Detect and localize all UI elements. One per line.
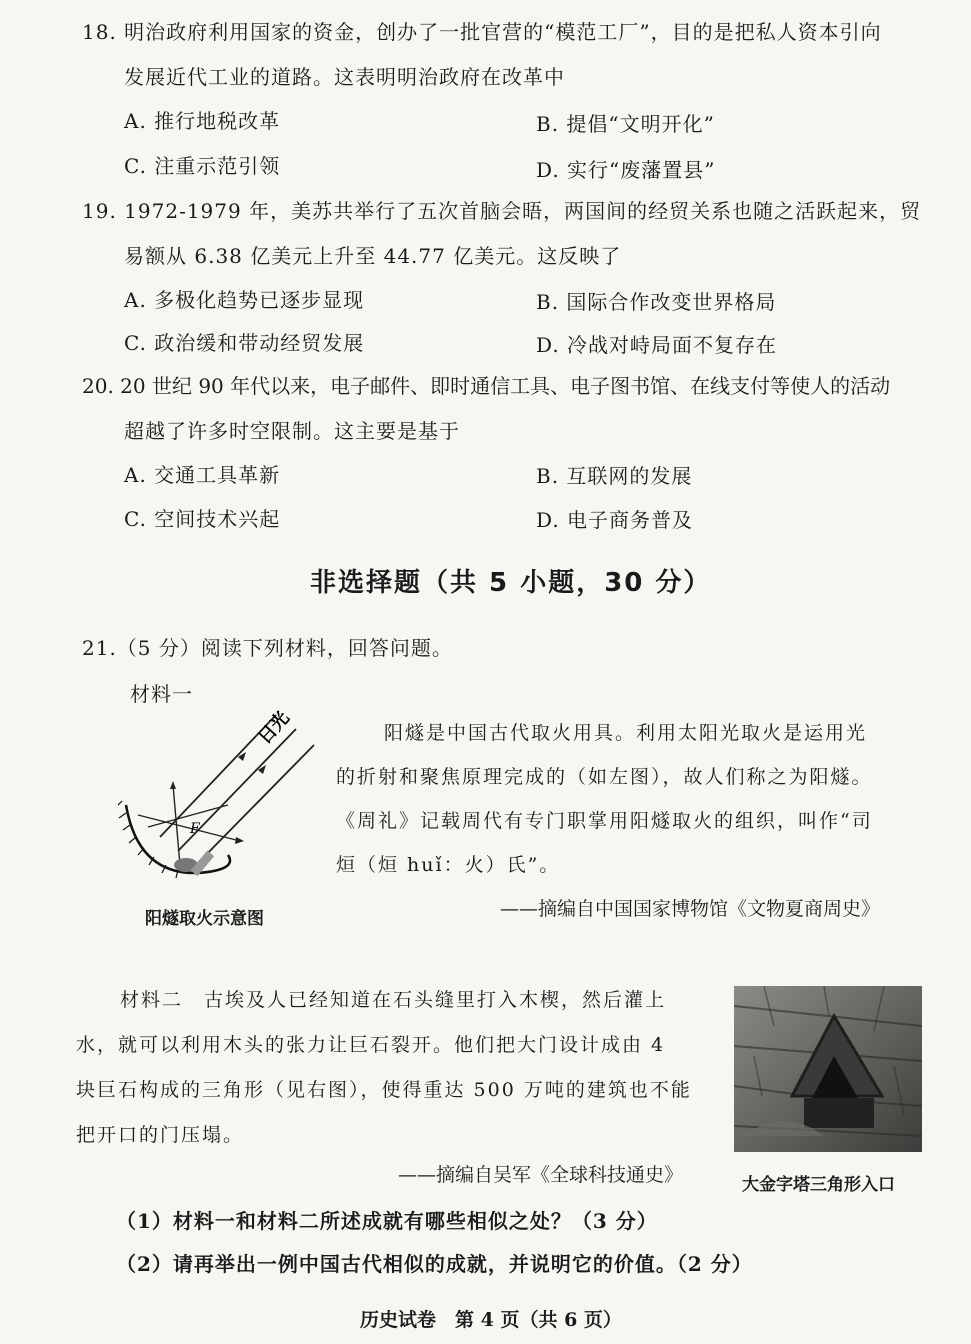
q20-option-c: C. 空间技术兴起 bbox=[124, 507, 281, 531]
diagram-caption: 阳燧取火示意图 bbox=[145, 909, 264, 929]
q19-option-a: A. 多极化趋势已逐步显现 bbox=[124, 288, 365, 312]
material1-line4: 烜（烜 huǐ：火）氏”。 bbox=[336, 854, 561, 876]
page-footer: 历史试卷 第 4 页（共 6 页） bbox=[360, 1309, 622, 1331]
q21-sub2: （2）请再举出一例中国古代相似的成就，并说明它的价值。（2 分） bbox=[116, 1252, 753, 1276]
q20-option-d: D. 电子商务普及 bbox=[536, 508, 694, 532]
q18-option-a: A. 推行地税改革 bbox=[124, 109, 281, 133]
material1-line3: 《周礼》记载周代有专门职掌用阳燧取火的组织，叫作“司 bbox=[336, 810, 873, 832]
q18-stem-line1: 18. 明治政府利用国家的资金，创办了一批官营的“模范工厂”，目的是把私人资本引向 bbox=[82, 20, 882, 44]
q21-title: 21.（5 分）阅读下列材料，回答问题。 bbox=[82, 636, 453, 660]
photo-caption: 大金字塔三角形入口 bbox=[742, 1175, 895, 1195]
q18-option-d: D. 实行“废藩置县” bbox=[536, 158, 716, 182]
material1-source: ——摘编自中国国家博物馆《文物夏商周史》 bbox=[500, 898, 881, 920]
q18-option-c: C. 注重示范引领 bbox=[124, 154, 281, 178]
q20-stem-line1: 20. 20 世纪 90 年代以来，电子邮件、即时通信工具、电子图书馆、在线支付等使人的活动 bbox=[82, 374, 891, 398]
q18-option-b: B. 提倡“文明开化” bbox=[536, 112, 715, 136]
sun-label: 日光 bbox=[254, 707, 294, 749]
material2-line2: 水，就可以利用木头的张力让巨石裂开。他们把大门设计成由 4 bbox=[76, 1034, 666, 1056]
q18-stem-line2: 发展近代工业的道路。这表明明治政府在改革中 bbox=[124, 65, 565, 89]
q19-option-d: D. 冷战对峙局面不复存在 bbox=[536, 333, 778, 357]
material2-line1: 材料二 古埃及人已经知道在石头缝里打入木楔，然后灌上 bbox=[120, 989, 667, 1011]
q20-stem-line2: 超越了许多时空限制。这主要是基于 bbox=[124, 419, 460, 443]
q19-stem-line1: 19. 1972-1979 年，美苏共举行了五次首脑会晤，两国间的经贸关系也随之活跃起来，贸 bbox=[82, 199, 922, 223]
material2-line3: 块巨石构成的三角形（见右图），使得重达 500 万吨的建筑也不能 bbox=[76, 1079, 692, 1101]
q19-option-c: C. 政治缓和带动经贸发展 bbox=[124, 331, 365, 355]
q21-sub1: （1）材料一和材料二所述成就有哪些相似之处？（3 分） bbox=[116, 1209, 658, 1233]
material1-label: 材料一 bbox=[130, 682, 193, 706]
q19-stem-line2: 易额从 6.38 亿美元上升至 44.77 亿美元。这反映了 bbox=[124, 244, 622, 268]
yangsui-diagram bbox=[118, 705, 318, 885]
material1-line1: 阳燧是中国古代取火用具。利用太阳光取火是运用光 bbox=[384, 722, 868, 744]
material1-line2: 的折射和聚焦原理完成的（如左图），故人们称之为阳燧。 bbox=[336, 766, 873, 788]
material2-source: ——摘编自吴军《全球科技通史》 bbox=[398, 1164, 684, 1186]
material2-line4: 把开口的门压塌。 bbox=[76, 1124, 245, 1146]
q19-option-b: B. 国际合作改变世界格局 bbox=[536, 290, 777, 314]
q20-option-b: B. 互联网的发展 bbox=[536, 464, 693, 488]
pyramid-entrance-photo bbox=[734, 986, 922, 1152]
q20-option-a: A. 交通工具革新 bbox=[124, 463, 281, 487]
focus-label: F bbox=[190, 821, 200, 837]
section-title: 非选择题（共 5 小题，30 分） bbox=[310, 568, 712, 598]
